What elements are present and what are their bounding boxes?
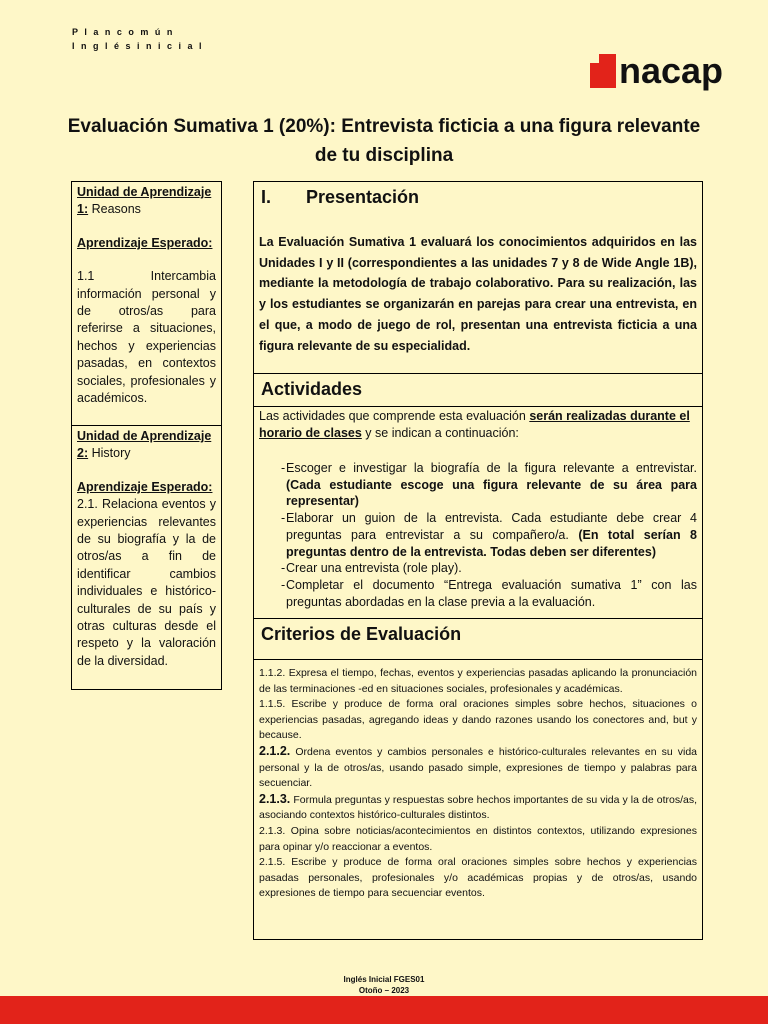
criterio-item: 2.1.2. Ordena eventos y cambios personales e histórico-culturales relevantes en su vida personal y la de otros/as, usando pasado simple, expresiones de tiempo y palabras para secuenciar.: [259, 743, 697, 790]
criterio-item: 2.1.3. Opina sobre noticias/acontecimientos en distintos contextos, utilizando expresiones para opinar y/o reaccionar a eventos.: [259, 824, 697, 853]
criterios-heading: Criterios de Evaluación: [254, 619, 702, 660]
header-course: I n g l é s i n i c i a l: [72, 41, 204, 51]
section-presentacion: [253, 181, 703, 373]
list-item: - Completar el documento “Entrega evaluación sumativa 1” con las preguntas abordadas en la clase previa a la evaluación.: [281, 577, 697, 609]
logo-text: nacap: [619, 50, 724, 91]
unit-2-heading: Unidad de Aprendizaje 2:: [77, 429, 212, 461]
list-item: - Crear una entrevista (role play).: [281, 561, 462, 576]
unit-1-box: [71, 181, 222, 426]
actividades-heading: Actividades: [254, 374, 702, 407]
list-item: - Elaborar un guion de la entrevista. Cada estudiante debe crear 4 preguntas para entrevistar a su compañero/a. (En total serían 8 preguntas dentro de la entrevista. Todas deben ser diferentes): [281, 511, 697, 559]
criterios-body: [254, 660, 702, 939]
unit-2-expected-text: 2.1. Relaciona eventos y experiencias relevantes de su biografía y la de otros/as a fin de identificar cambios individuales e histórico-culturales de su país y otras culturas desde el respeto y la valoración de la diversidad.: [77, 497, 216, 668]
header-program: P l a n c o m ú n: [72, 27, 175, 37]
unit-2-expected-heading: Aprendizaje Esperado:: [77, 479, 213, 494]
main-content: [253, 181, 703, 940]
section-actividades: [253, 373, 703, 618]
criterio-item: 1.1.5. Escribe y produce de forma oral oraciones simples sobre hechos, situaciones o experiencias pasadas, agregando ideas y dando razones usando los conectores and, but y because.: [259, 698, 697, 742]
presentacion-title: Presentación: [306, 187, 420, 207]
unit-1-heading: Unidad de Aprendizaje 1:: [77, 185, 212, 217]
page-footer: [0, 974, 768, 996]
unit-1-name: Reasons: [88, 202, 141, 217]
criterio-item: 1.1.2. Expresa el tiempo, fechas, eventos y experiencias pasadas aplicando la pronunciación de las terminaciones -ed en situaciones sociales, profesionales y académicas.: [259, 667, 697, 695]
footer-brand-bar: [0, 996, 768, 1024]
list-item: - Escoger e investigar la biografía de la figura relevante a entrevistar. (Cada estudiante escoge una figura relevante de su área para representar): [281, 461, 697, 509]
logo-mark-icon: [590, 54, 616, 88]
actividades-intro-emphasis: serán realizadas durante el horario de clases: [259, 409, 690, 440]
page-title: Evaluación Sumativa 1 (20%): Entrevista ficticia a una figura relevante de tu disciplina: [67, 116, 701, 166]
actividades-body: [254, 407, 702, 618]
unit-2-box: [71, 425, 222, 690]
unit-1-expected-heading: Aprendizaje Esperado:: [77, 235, 213, 250]
actividades-list: [259, 460, 697, 610]
footer-course: Inglés Inicial FGES01: [343, 975, 425, 984]
actividades-intro: Las actividades que comprende esta evaluación serán realizadas durante el horario de clases y se indican a continuación:: [259, 409, 690, 440]
footer-term: Otoño – 2023: [358, 986, 410, 995]
section-criterios: [253, 618, 703, 940]
criterio-item: 2.1.5. Escribe y produce de forma oral oraciones simples sobre hechos y experiencias pasadas personales, profesionales y/o académicas propias y de otros/as, usando expresiones de tiempo para secuenciar eventos.: [259, 856, 697, 900]
presentacion-heading: [254, 182, 702, 212]
document-header: [72, 25, 204, 53]
presentacion-body: La Evaluación Sumativa 1 evaluará los conocimientos adquiridos en las Unidades I y II (correspondientes a las unidades 7 y 8 de Wide Angle 1B), mediante la metodología de trabajo colaborativo. Para su realización, las y los estudiantes se organizarán en parejas para crear una entrevista, en el que, a modo de juego de rol, presentan una entrevista ficticia a una figura relevante de su especialidad.: [259, 235, 697, 353]
inacap-logo: [590, 42, 724, 91]
unit-2-name: History: [88, 446, 131, 461]
unit-1-expected-text: 1.1 Intercambia información personal y de otros/as para referirse a situaciones, hechos y experiencias pasadas, en contextos sociales, profesionales y académicos.: [77, 269, 216, 406]
criterio-item: 2.1.3. Formula preguntas y respuestas sobre hechos importantes de su vida y la de otros/as, asociando contextos histórico-culturales distintos.: [259, 791, 697, 822]
presentacion-number: I.: [261, 187, 272, 207]
